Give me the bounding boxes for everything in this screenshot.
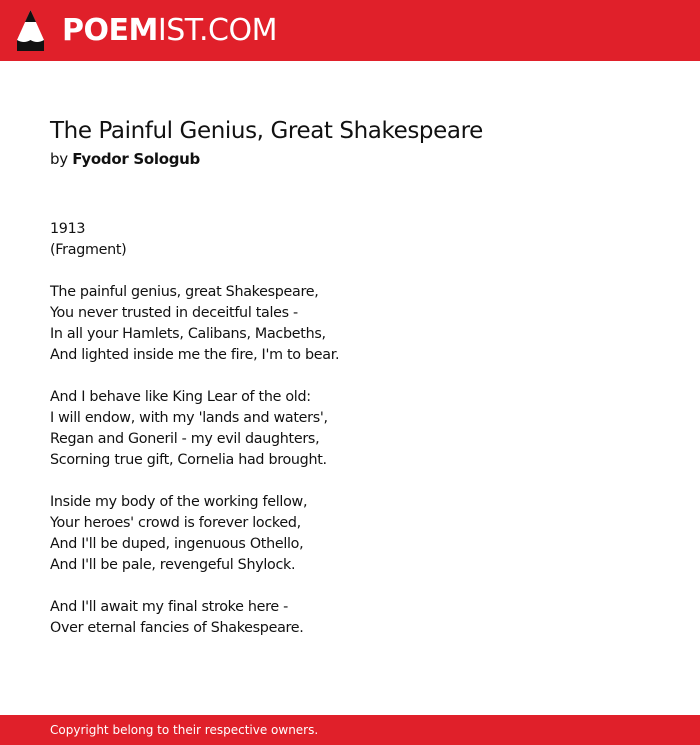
stanza xyxy=(50,387,650,471)
logo-text-bold: POEM xyxy=(62,13,158,48)
poem-body xyxy=(50,219,650,660)
poem-line: And lighted inside me the fire, I'm to bear. xyxy=(50,347,340,363)
poem-line: Scorning true gift, Cornelia had brought. xyxy=(50,452,327,468)
poem-title: The Painful Genius, Great Shakespeare xyxy=(50,118,483,144)
site-footer xyxy=(0,715,700,745)
poem-line: And I behave like King Lear of the old: xyxy=(50,389,311,405)
poem-line: 1913 xyxy=(50,221,86,237)
by-label: by xyxy=(50,150,68,168)
stanza xyxy=(50,282,650,366)
stanza xyxy=(50,492,650,576)
stanza xyxy=(50,219,650,261)
poem-line: In all your Hamlets, Calibans, Macbeths, xyxy=(50,326,326,342)
byline xyxy=(50,149,200,169)
poem-line: I will endow, with my 'lands and waters', xyxy=(50,410,328,426)
site-header xyxy=(0,0,700,61)
poem-line: Your heroes' crowd is forever locked, xyxy=(50,515,301,531)
poem-line: Inside my body of the working fellow, xyxy=(50,494,308,510)
poem-line: And I'll be duped, ingenuous Othello, xyxy=(50,536,304,552)
site-logo[interactable] xyxy=(62,11,277,51)
stanza xyxy=(50,597,650,639)
poem-line: And I'll be pale, revengeful Shylock. xyxy=(50,557,296,573)
poem-line: And I'll await my final stroke here - xyxy=(50,599,289,615)
poem-line: Regan and Goneril - my evil daughters, xyxy=(50,431,320,447)
poem-line: (Fragment) xyxy=(50,242,127,258)
author-name[interactable]: Fyodor Sologub xyxy=(72,150,200,168)
pencil-tip-icon[interactable] xyxy=(17,10,44,51)
poem-line: You never trusted in deceitful tales - xyxy=(50,305,298,321)
logo-text-light: IST.COM xyxy=(157,13,277,48)
copyright-notice: Copyright belong to their respective owners. xyxy=(50,723,319,737)
poem-line: The painful genius, great Shakespeare, xyxy=(50,284,319,300)
poem-line: Over eternal fancies of Shakespeare. xyxy=(50,620,304,636)
